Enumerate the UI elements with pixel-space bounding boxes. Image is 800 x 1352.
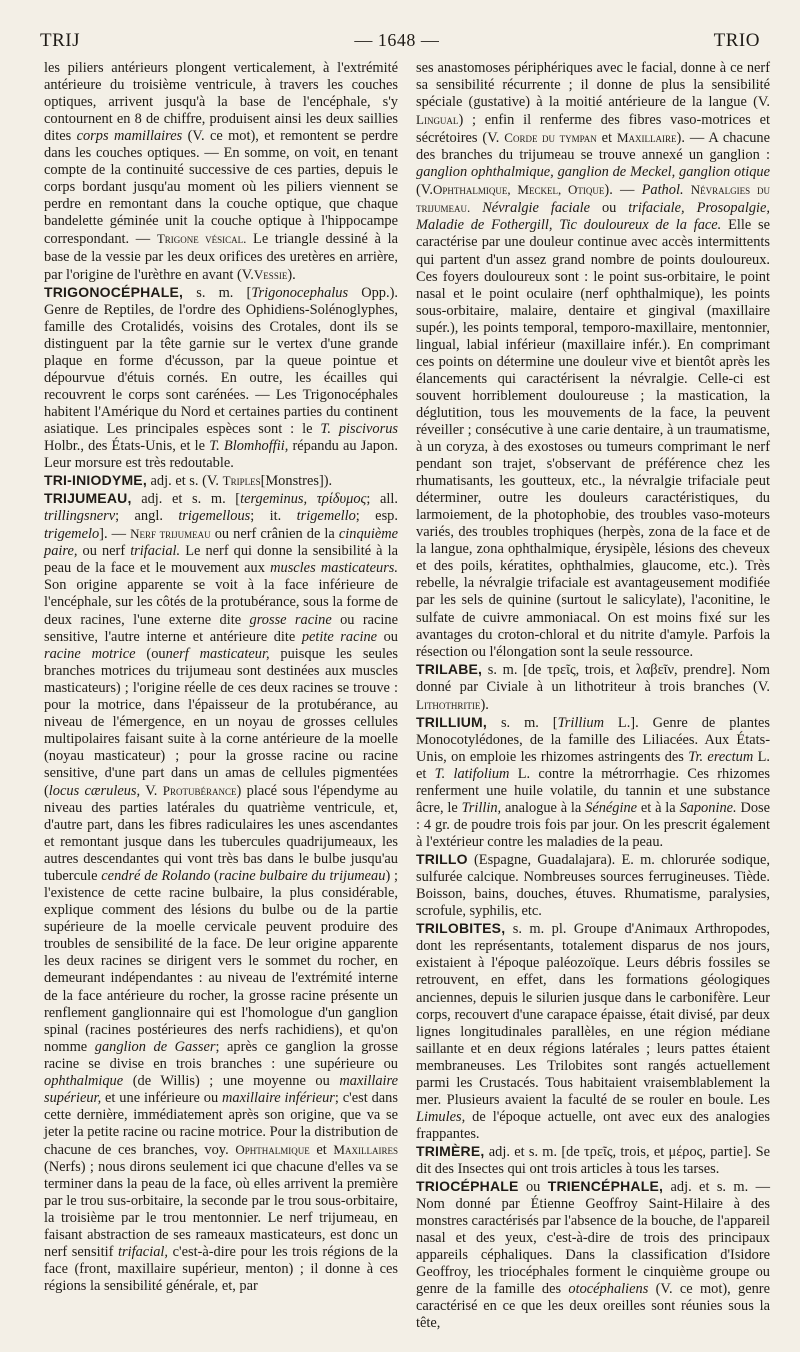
entry-trilobites: TRILOBITES, s. m. pl. Groupe d'Animaux Arthropodes, dont les représentants, totalement disparus de nos jours, existaient à l'époque paléozoïque. Leurs débris fossiles se retrouvent, en effet, dans les formations géologiques anciennes, depuis le silurien jusque dans le carbonifère. Leur corps, recouvert d'une carapace épaisse, était divisé, par deux lignes longitudinales parallèles, en une région médiane saillante et en deux régions latérales ; leurs pattes étaient membraneuses. Les Trilobites sont rangés actuellement parmi les Crustacés. Tous habitaient vraisemblablement la mer. Plusieurs avaient la faculté de se rouler en boule. Les Limules, de l'époque actuelle, ont avec eux des analogies frappantes. (416, 920, 770, 1142)
headword: TRILLO (416, 851, 468, 868)
headword: TRILOBITES, (416, 920, 506, 937)
entry-trilabe: TRILABE, s. m. [de τρεῖς, trois, et λαβεῖν, prendre]. Nom donné par Civiale à un lithotriteur à trois branches (V. Lithothritie). (416, 660, 770, 713)
entry-trillium: TRILLIUM, s. m. [Trillium L.]. Genre de plantes Monocotylédones, de la famille des Liliacées. Aux États-Unis, on emploie les rhizomes astringents des Tr. erectum L. et T. latifolium L. contre la métrorrhagie. Ces rhizomes renferment une huile volatile, du tannin et une substance âcre, le Trillin, analogue à la Sénégine et à la Saponine. Dose : 4 gr. de poudre trois fois par jour. On les prescrit également à l'extérieur contre les maladies de la peau. (416, 713, 771, 851)
entry-trimere: TRIMÈRE, adj. et s. m. [de τρεῖς, trois, et μέρος, partie]. Se dit des Insectes qui ont trois articles à tous les tarses. (416, 1142, 770, 1177)
headword: TRI-INIODYME, (44, 472, 147, 489)
page-number: — 1648 — (354, 30, 440, 50)
continued-paragraph: les piliers antérieurs plongent verticalement, à l'extrémité antérieure du troisième ventricule, à travers les couches optiques, arrivent jusqu'à la base de l'encéphale, s'y contournent en 8 de chiffre, produisent ainsi les deux saillies dites corps mamillaires (V. ce mot), et remontent se perdre dans les couches optiques. — En somme, on voit, en tenant compte de la continuité successive de ces parties, depuis le corps bordant jusqu'au moment où les piliers viennent se perdre en remontant dans la couche optique, que chaque bandelette géminée unit la couche optique à l'hippocampe correspondant. — Trigone vésical. Le triangle dessiné à la base de la vessie par les deux orifices des uretères en arrière, par l'origine de l'urèthre en avant (V.Vessie). (44, 60, 398, 283)
headword: TRIOCÉPHALE (416, 1178, 519, 1195)
entry-triocephale: TRIOCÉPHALE ou TRIENCÉPHALE, adj. et s. m. — Nom donné par Étienne Geoffroy Saint-Hilaire à des monstres caractérisés par l'absence de la bouche, de l'appareil nasal et des yeux, c'est-à-dire de trois des principaux appareils céphaliques. Dans la classification d'Isidore Geoffroy, les triocéphales forment le cinquième groupe ou genre de la famille des otocéphaliens (V. ce mot), genre caractérisé en ce que les deux oreilles sont réunies sous la tête, (416, 1178, 770, 1332)
headword: TRIGONOCÉPHALE, (44, 283, 184, 300)
entry-trigonocephale: TRIGONOCÉPHALE, s. m. [Trigonocephalus Opp.). Genre de Reptiles, de l'ordre des Ophidiens-Solénoglyphes, famille des Crotalidés, voisins des Crotales, dont ils se distinguent par la tête garnie sur le vertex d'une grande plaque en forme d'écusson, par la queue pointue et dépourvue d'étuis cornés. En outre, les écailles qui recouvrent le corps sont carénées. — Les Trigonocéphales habitent l'Amérique du Nord et certaines parties du continent asiatique. Les principales espèces sont : le T. piscivorus Holbr., des États-Unis, et le T. Blomhoffii, répandu au Japon. Leur morsure est très redoutable. (44, 283, 398, 472)
headword: TRILABE, (416, 660, 483, 677)
header-left-title: TRIJ (40, 30, 80, 51)
headword-alt: TRIENCÉPHALE, (547, 1178, 664, 1195)
header-right-title: TRIO (713, 30, 760, 51)
left-column (44, 60, 398, 1295)
headword: TRIJUMEAU, (44, 490, 132, 507)
headword: TRIMÈRE, (416, 1142, 485, 1159)
right-column (416, 60, 770, 1332)
entry-tri-iniodyme: TRI-INIODYME, adj. et s. (V. Triples[Monstres]). (44, 472, 333, 490)
entry-trijumeau: TRIJUMEAU, adj. et s. m. [tergeminus, τρίδυμος; all. trillingsnerv; angl. trigemellous; it. trigemello; esp. trigemelo]. — Nerf trijumeau ou nerf crânien de la cinquième paire, ou nerf trifacial. Le nerf qui donne la sensibilité à la peau de la face et le mouvement aux muscles masticateurs. Son origine apparente se voit à la face inférieure de l'encéphale, sur les côtés de la protubérance, sous la forme de deux racines, l'une externe dite grosse racine ou racine sensitive, l'autre interne et antérieure dite petite racine ou racine motrice (ounerf masticateur, puisque les seules branches motrices du trijumeau sont destinées aux muscles masticateurs) ; l'origine réelle de ces deux racines se trouve : pour la motrice, dans l'épaisseur de la protubérance, au niveau de l'émergence, en un noyau de grosses cellules multipolaires faisant suite à la corne antérieure de la moelle (noyau masticateur) ; pour la grosse racine ou racine sensitive, d'une part dans un amas de cellules pigmentées (locus cæruleus, V. Protubérance) placé sous l'épendyme au niveau des parties latérales du quatrième ventricule, et, d'autre part, dans les fibres radiculaires les unes ascendantes et remontant jusque dans les tubercules quadrijumeaux, les autres descendantes qui vont très bas dans le bulbe jusqu'au tubercule cendré de Rolando (racine bulbaire du trijumeau) ; l'existence de cette racine bulbaire, la plus considérable, explique comment des lésions du bulbe ou de la partie supérieure de la moelle cervicale peuvent produire des troubles de sensibilité de la face. De leur origine apparente les deux racines se dirigent vers le sommet du rocher, en demeurant indépendantes : au niveau de l'extrémité interne de la face antérieure du rocher, la grosse racine présente un renflement ganglionnaire qui est l'homologue d'un ganglion spinal (racines postérieures des nerfs rachidiens), et qu'on nomme ganglion de Gasser; après ce ganglion la grosse racine se divise en trois branches : une supérieure ou ophthalmique (de Willis) ; une moyenne ou maxillaire supérieur, et une inférieure ou maxillaire inférieur; c'est dans cette dernière, immédiatement après son origine, que va se jeter la petite racine ou racine motrice. Pour la distribution de chacune de ces branches, voy. Ophthalmique et Maxillaires (Nerfs) ; nous dirons seulement ici que chacune d'elles va se terminer dans la peau de la face, où elles arrivent la première par le trou sus-orbitaire, la seconde par le trou sous-orbitaire, la troisième par le trou mentonnier. Le nerf trijumeau, en faisant abstraction de ses rameaux masticateurs, est donc un nerf sensitif trifacial, c'est-à-dire pour les trois régions de la face (front, maxillaire supérieur, menton) ; il donne à ces régions la sensibilité générale, et, par (44, 490, 399, 1295)
headword: TRILLIUM, (416, 713, 488, 730)
entry-trillo: TRILLO (Espagne, Guadalajara). E. m. chlorurée sodique, sulfurée calcique. Nombreuses sources ferrugineuses. Tiède. Boisson, bains, douches, étuves. Rhumatisme, paralysies, scrofule, syphilis, etc. (416, 851, 770, 920)
page-header (40, 30, 760, 58)
continued-paragraph-trijumeau: ses anastomoses périphériques avec le facial, donne à ce nerf sa sensibilité récurrente ; il donne de plus la sensibilité spéciale (gustative) à la moitié antérieure de la langue (V. Lingual) ; enfin il renferme des fibres vaso-motrices et sécrétoires (V. Corde du tympan et Maxillaire). — A chacune des branches du trijumeau se trouve annexé un ganglion : ganglion ophthalmique, ganglion de Meckel, ganglion otique (V.Ophthalmique, Meckel, Otique). — Pathol. Névralgies du trijumeau. Névralgie faciale ou trifaciale, Prosopalgie, Maladie de Fothergill, Tic douloureux de la face. Elle se caractérise par une douleur continue avec accès intermittents qui partent d'un assez grand nombre de points douloureux. Ces foyers douloureux sont : le point sus-orbitaire, le point nasal et le point oculaire (nerf ophthalmique), les points sous-orbitaire, malaire, dentaire et gingival (maxillaire supér.), les points temporal, temporo-maxillaire, mentonnier, lingual, labial inférieur (maxillaire infér.). En comprimant ces points on détermine une douleur vive et bientôt après les élancements qui caractérisent la névralgie. Celle-ci est souvent horriblement douloureuse ; la mastication, la déglutition, tous les mouvements de la face, la peuvent réveiller ; consécutive à une carie dentaire, à un traumatisme, à un coryza, à des exostoses ou tumeurs comprimant le nerf pendant son trajet, s'observant de préférence chez les rhumatisants, les goutteux, etc., la névralgie trifaciale peut déterminer, outre les douleurs caractéristiques, du larmoiement, de la photophobie, des troubles vaso-moteurs variés, des troubles trophiques (herpès, zona de la face et de la langue, zona ophthalmique, érysipèle, lésions des cheveux et des poils, kératites, ophthalmies, glaucome, etc.). Très rebelle, la névralgie trifaciale est avantageusement modifiée par les sels de quinine (surtout le salicylate), l'aconitine, le sulfate de cuivre ammoniacal. On est moins fixé sur les avantages du croton-chloral et du nitrite d'amyle. Parfois la résection ou l'élongation sont la seule ressource. (416, 60, 770, 660)
